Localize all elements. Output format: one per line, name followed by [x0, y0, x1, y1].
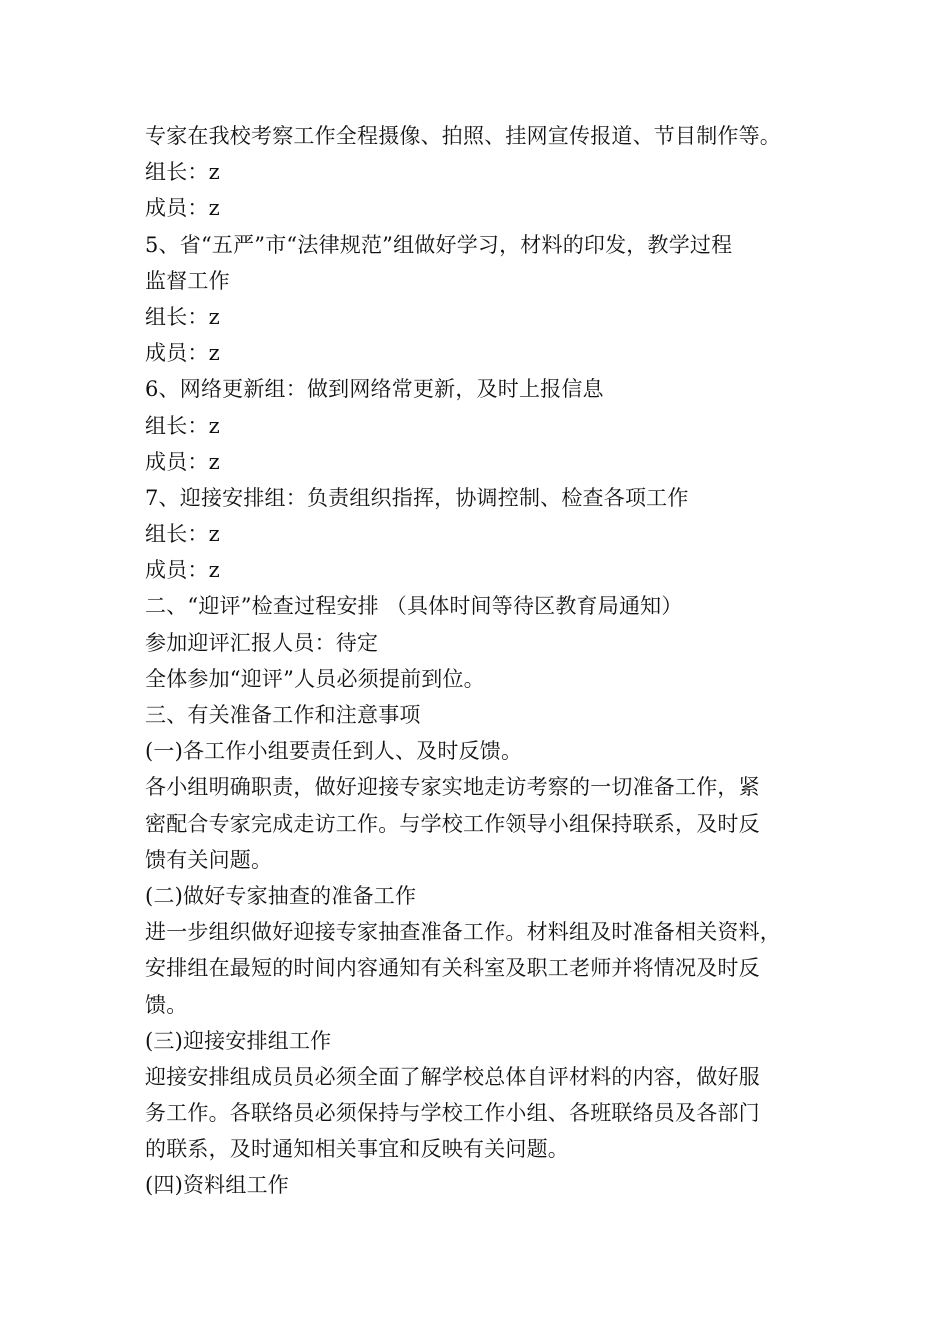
subsection-heading: (三)迎接安排组工作	[145, 1028, 332, 1053]
section-heading: 三、有关准备工作和注意事项	[145, 703, 421, 727]
text-line: 6、网络更新组：做到网络常更新，及时上报信息	[145, 377, 604, 402]
text-line: 组长：z	[145, 522, 220, 547]
document-body	[145, 118, 825, 1204]
text-line: 务工作。各联络员必须保持与学校工作小组、各班联络员及各部门	[145, 1101, 760, 1126]
text-line: 各小组明确职责，做好迎接专家实地走访考察的一切准备工作，紧	[145, 775, 760, 800]
text-line: 组长：z	[145, 160, 220, 185]
text-line: 监督工作	[145, 268, 230, 293]
subsection-heading: (二)做好专家抽查的准备工作	[145, 883, 417, 908]
text-line: 7、迎接安排组：负责组织指挥，协调控制、检查各项工作	[145, 485, 689, 510]
text-line: 全体参加“迎评”人员必须提前到位。	[145, 666, 485, 691]
text-line: 迎接安排组成员员必须全面了解学校总体自评材料的内容，做好服	[145, 1064, 760, 1089]
text-line: 成员：z	[145, 341, 220, 366]
text-line: 安排组在最短的时间内容通知有关科室及职工老师并将情况及时反	[145, 956, 760, 981]
text-line: 参加迎评汇报人员：待定	[145, 630, 379, 655]
section-heading: 二、“迎评”检查过程安排 （具体时间等待区教育局通知）	[145, 594, 683, 619]
text-line: 进一步组织做好迎接专家抽查准备工作。材料组及时准备相关资料，	[145, 920, 781, 945]
subsection-heading: (四)资料组工作	[145, 1173, 289, 1198]
text-line: 组长：z	[145, 413, 220, 438]
text-line: 专家在我校考察工作全程摄像、拍照、挂网宣传报道、节目制作等。	[145, 124, 781, 148]
text-line: 馈有关问题。	[145, 847, 273, 872]
text-line: 密配合专家完成走访工作。与学校工作领导小组保持联系，及时反	[145, 811, 760, 836]
text-line: 组长：z	[145, 304, 220, 329]
text-line: 的联系，及时通知相关事宜和反映有关问题。	[145, 1137, 569, 1162]
text-line: 5、省“五严”市“法律规范”组做好学习，材料的印发，教学过程	[145, 232, 733, 257]
text-line: 馈。	[145, 992, 188, 1017]
text-line: 成员：z	[145, 196, 220, 221]
subsection-heading: (一)各工作小组要责任到人、及时反馈。	[145, 739, 523, 764]
text-line: 成员：z	[145, 449, 220, 474]
text-line: 成员：z	[145, 558, 220, 583]
